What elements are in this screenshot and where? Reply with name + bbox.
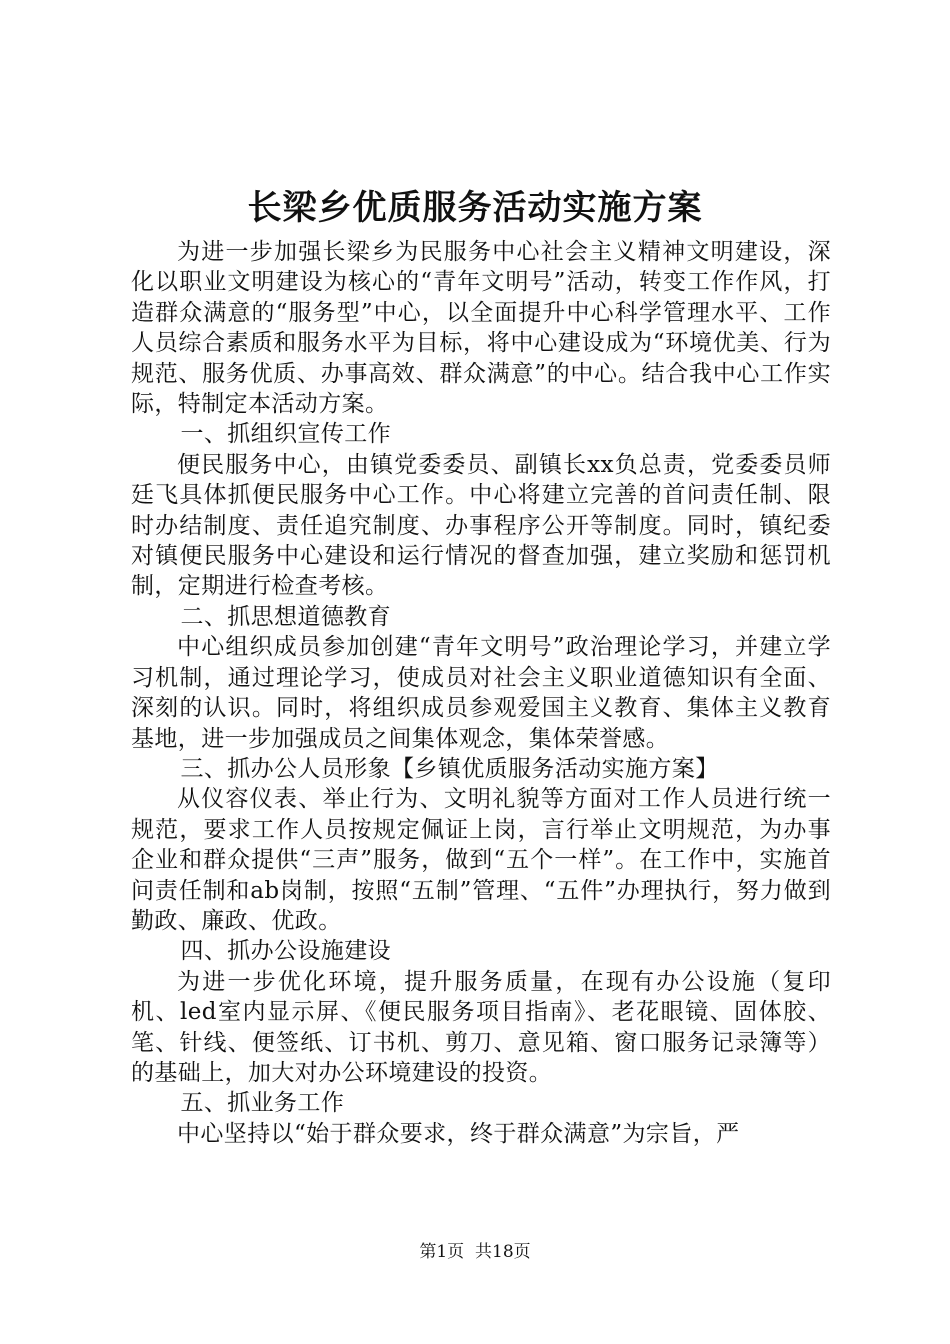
section-heading-3: 三、抓办公人员形象【乡镇优质服务活动实施方案】 [180, 755, 719, 782]
page-total: 共18页 [475, 1242, 531, 1262]
page-number: 第1页 [419, 1242, 465, 1262]
document-body [131, 237, 831, 1149]
paragraph-section-3: 从仪容仪表、举止行为、文明礼貌等方面对工作人员进行统一规范，要求工作人员按规定佩证上岗，言行举止文明规范，为办事企业和群众提供“三声”服务，做到“五个一样”。在工作中，实施首问责任制和ab岗制，按照“五制”管理、“五件”办理执行，努力做到勤政、廉政、优政。 [131, 786, 831, 934]
paragraph-intro: 为进一步加强长梁乡为民服务中心社会主义精神文明建设，深化以职业文明建设为核心的“青年文明号”活动，转变工作作风，打造群众满意的“服务型”中心，以全面提升中心科学管理水平、工作人员综合素质和服务水平为目标，将中心建设成为“环境优美、行为规范、服务优质、办事高效、群众满意”的中心。结合我中心工作实际，特制定本活动方案。 [131, 239, 831, 418]
section-heading-5: 五、抓业务工作 [180, 1090, 345, 1117]
paragraph-section-2: 中心组织成员参加创建“青年文明号”政治理论学习，并建立学习机制，通过理论学习，使成员对社会主义职业道德知识有全面、深刻的认识。同时，将组织成员参观爱国主义教育、集体主义教育基地，进一步加强成员之间集体观念，集体荣誉感。 [131, 634, 831, 752]
section-heading-1: 一、抓组织宣传工作 [180, 421, 392, 448]
document-title: 长梁乡优质服务活动实施方案 [247, 188, 703, 228]
paragraph-section-1: 便民服务中心，由镇党委委员、副镇长xx负总责，党委委员师廷飞具体抓便民服务中心工作。中心将建立完善的首问责任制、限时办结制度、责任追究制度、办事程序公开等制度。同时，镇纪委对镇便民服务中心建设和运行情况的督查加强，建立奖励和惩罚机制，定期进行检查考核。 [131, 451, 831, 600]
section-heading-4: 四、抓办公设施建设 [180, 938, 392, 965]
section-heading-2: 二、抓思想道德教育 [180, 603, 392, 630]
paragraph-section-4: 为进一步优化环境，提升服务质量，在现有办公设施（复印机、led室内显示屏、《便民服务项目指南》、老花眼镜、固体胶、笔、针线、便签纸、订书机、剪刀、意见箱、窗口服务记录簿等）的基础上，加大对办公环境建设的投资。 [131, 968, 831, 1086]
page-footer [0, 1240, 950, 1264]
paragraph-section-5: 中心坚持以“始于群众要求，终于群众满意”为宗旨，严 [177, 1120, 740, 1147]
